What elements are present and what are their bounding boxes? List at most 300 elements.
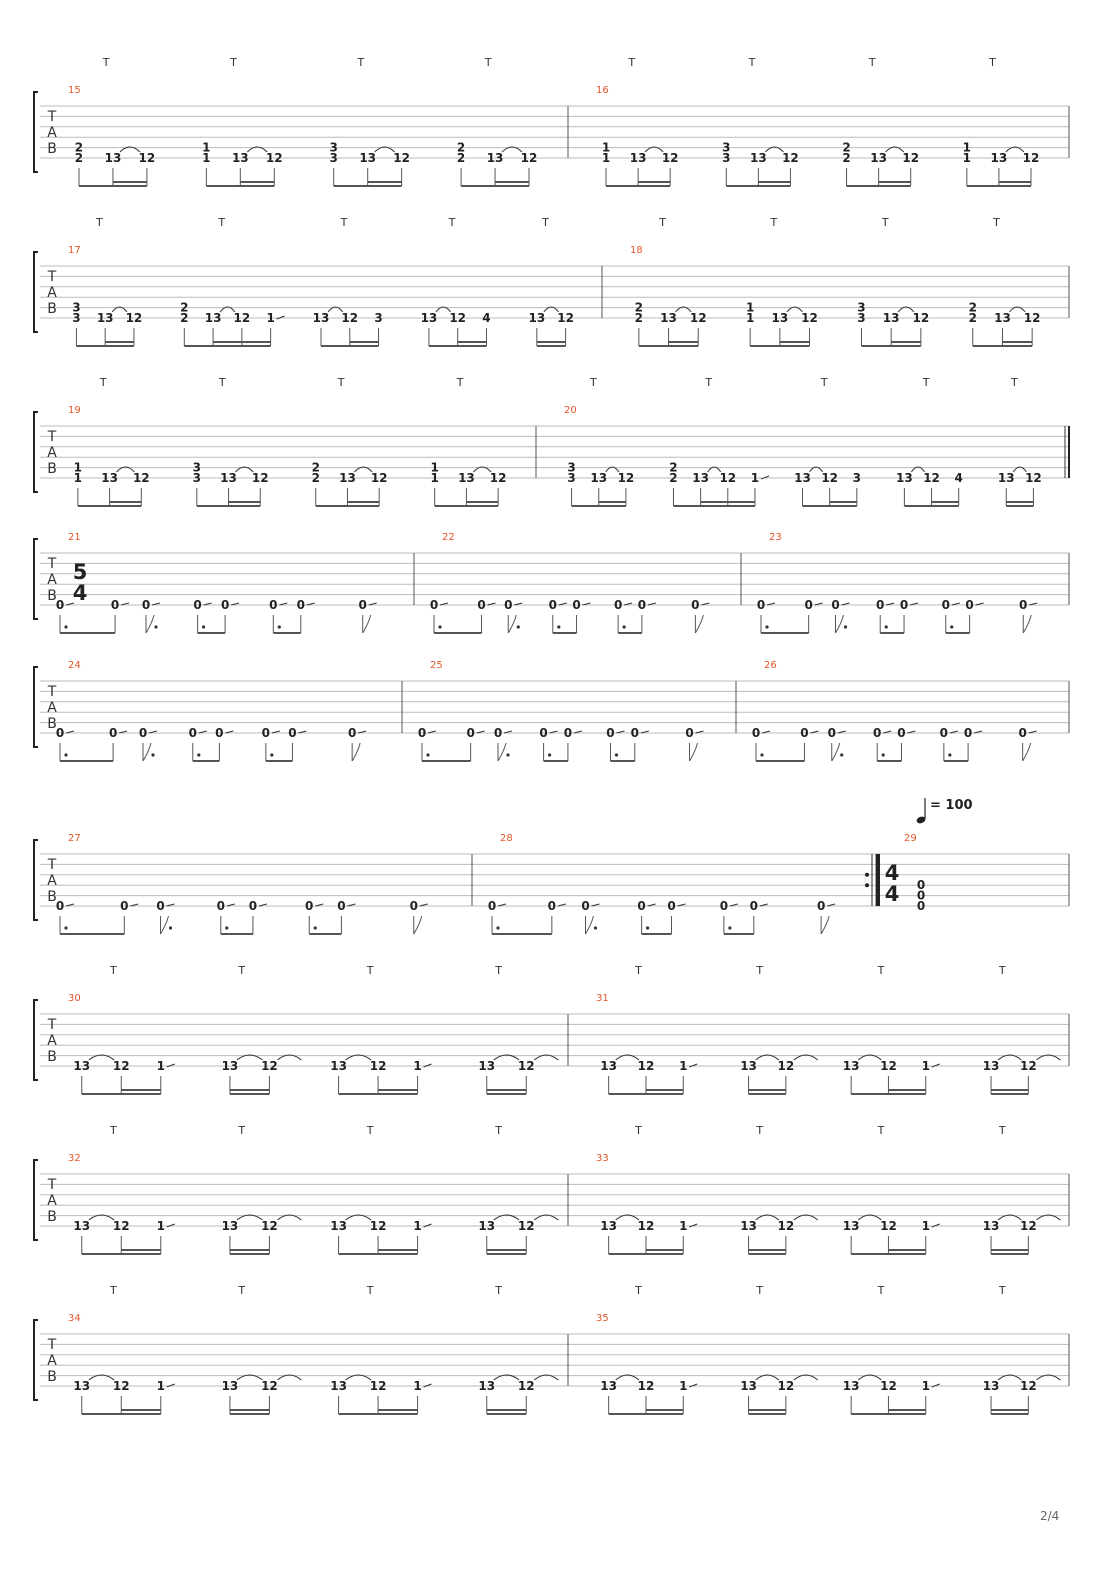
tap-marker: T	[635, 1284, 642, 1297]
fret-number: 1	[601, 151, 611, 165]
beam-group	[478, 1055, 558, 1094]
page-number: 2/4	[1040, 1509, 1060, 1523]
fret-number: 12	[112, 1059, 130, 1073]
tab-clef-letter: T	[47, 1017, 57, 1033]
dot	[594, 926, 597, 929]
beam-group	[222, 1215, 302, 1254]
system-bracket	[34, 252, 38, 332]
measure-number: 16	[596, 85, 609, 96]
dot	[948, 753, 951, 756]
time-signature-top: 5	[72, 560, 88, 584]
flag	[1023, 743, 1031, 761]
fret-number: 12	[912, 311, 930, 325]
fret-number: 12	[1023, 311, 1041, 325]
tap-marker: T	[877, 1284, 885, 1297]
fret-number: 1	[156, 1059, 165, 1073]
tap-marker: T	[238, 964, 246, 977]
dot	[314, 926, 317, 929]
tab-clef-letter: A	[47, 445, 57, 461]
fret-number: 12	[777, 1219, 795, 1233]
fret-number: 0	[831, 598, 840, 612]
tap-marker: T	[366, 1124, 374, 1137]
fret-number: 0	[916, 888, 926, 903]
fret-number: 12	[902, 151, 920, 165]
tab-clef-letter: B	[47, 588, 57, 604]
fret-number: 3	[374, 311, 383, 325]
tap-marker: T	[542, 216, 549, 229]
fret-number: 13	[73, 1379, 91, 1393]
dot	[765, 625, 768, 628]
fret-number: 12	[777, 1059, 795, 1073]
fret-number: 13	[590, 471, 608, 485]
fret-number: 13	[990, 151, 1008, 165]
fret-number: 4	[954, 471, 963, 485]
fret-number: 0	[539, 726, 548, 740]
system-bracket	[34, 539, 38, 619]
beam-group	[330, 1215, 431, 1254]
tap-marker: T	[484, 56, 492, 69]
time-signature-bottom: 4	[72, 581, 88, 605]
fret-number: 0	[409, 899, 418, 913]
tap-marker: T	[998, 1124, 1006, 1137]
fret-number: 0	[358, 598, 367, 612]
fret-number: 1	[921, 1059, 930, 1073]
dot	[885, 625, 888, 628]
fret-number: 12	[1019, 1379, 1037, 1393]
fret-number: 4	[482, 311, 491, 325]
fret-number: 13	[204, 311, 222, 325]
fret-number: 12	[233, 311, 251, 325]
tap-marker: T	[218, 376, 226, 389]
fret-number: 13	[339, 471, 356, 485]
fret-number: 13	[486, 151, 504, 165]
tap-marker: T	[230, 56, 237, 69]
dot	[623, 625, 626, 628]
fret-number: 1	[430, 460, 439, 475]
fret-number: 0	[288, 726, 297, 740]
fret-number: 13	[73, 1219, 91, 1233]
fret-number: 0	[110, 598, 120, 612]
fret-number: 2	[180, 311, 189, 325]
fret-number: 3	[329, 151, 338, 165]
tap-marker: T	[109, 1284, 117, 1297]
fret-number: 0	[899, 598, 909, 612]
fret-number: 2	[180, 300, 189, 315]
tap-marker: T	[998, 1284, 1006, 1297]
fret-number: 12	[923, 471, 940, 485]
tap-marker: T	[99, 376, 107, 389]
system-bracket	[34, 1000, 38, 1080]
fret-number: 13	[221, 1059, 239, 1073]
dot	[225, 926, 228, 929]
tap-marker: T	[456, 376, 464, 389]
flag	[586, 916, 594, 934]
dot	[169, 926, 172, 929]
tap-marker: T	[820, 376, 828, 389]
fret-number: 1	[413, 1219, 422, 1233]
fret-number: 13	[982, 1059, 1000, 1073]
dot	[64, 625, 67, 628]
fret-number: 13	[101, 471, 118, 485]
tab-clef-letter: B	[47, 141, 57, 157]
fret-number: 3	[857, 300, 866, 315]
tap-marker: T	[756, 964, 764, 977]
tab-clef-letter: A	[47, 1033, 57, 1049]
fret-number: 0	[417, 726, 427, 740]
tab-clef-letter: B	[47, 301, 57, 317]
beam-group	[528, 307, 573, 346]
fret-number: 13	[220, 471, 237, 485]
tap-marker: T	[922, 376, 930, 389]
fret-number: 0	[827, 726, 836, 740]
measure-number: 17	[68, 245, 81, 256]
fret-number: 13	[600, 1219, 618, 1233]
tab-clef-letter: B	[47, 1369, 57, 1385]
fret-number: 3	[329, 140, 338, 155]
fret-number: 1	[202, 140, 211, 155]
fret-number: 13	[997, 471, 1015, 485]
fret-number: 0	[220, 598, 230, 612]
fret-number: 0	[493, 726, 503, 740]
fret-number: 13	[478, 1379, 496, 1393]
fret-number: 13	[330, 1059, 347, 1073]
fret-number: 1	[745, 311, 755, 325]
fret-number: 12	[261, 1379, 278, 1393]
fret-number: 0	[296, 598, 305, 612]
fret-number: 0	[873, 726, 882, 740]
fret-number: 1	[202, 151, 211, 165]
flag	[690, 743, 698, 761]
fret-number: 0	[691, 598, 700, 612]
fret-number: 0	[504, 598, 513, 612]
fret-number: 0	[876, 598, 885, 612]
dot	[840, 753, 843, 756]
fret-number: 0	[613, 598, 623, 612]
fret-number: 12	[369, 1379, 387, 1393]
fret-number: 3	[567, 460, 576, 475]
beam-group	[478, 1375, 558, 1414]
fret-number: 0	[120, 899, 129, 913]
beam-group	[983, 1055, 1061, 1094]
fret-number: 1	[679, 1059, 688, 1073]
tap-marker: T	[238, 1124, 246, 1137]
fret-number: 3	[852, 471, 862, 485]
fret-number: 0	[916, 878, 926, 893]
flag	[508, 615, 516, 633]
fret-number: 13	[73, 1059, 91, 1073]
fret-number: 1	[962, 140, 972, 155]
dot	[64, 926, 67, 929]
fret-number: 12	[1022, 151, 1040, 165]
fret-number: 0	[347, 726, 357, 740]
fret-number: 0	[248, 899, 258, 913]
fret-number: 12	[637, 1059, 655, 1073]
fret-number: 1	[413, 1059, 422, 1073]
repeat-barline-thick	[876, 854, 880, 906]
fret-number: 3	[192, 460, 201, 475]
tap-marker: T	[1011, 376, 1018, 389]
time-signature-5-4	[73, 560, 88, 605]
fret-number: 0	[429, 598, 439, 612]
beam-group	[73, 1375, 174, 1414]
fret-number: 12	[517, 1219, 535, 1233]
beam-group	[330, 1055, 431, 1094]
fret-number: 0	[756, 598, 766, 612]
fret-number: 0	[261, 726, 271, 740]
fret-number: 0	[800, 726, 809, 740]
staff-system	[34, 216, 1069, 346]
fret-number: 0	[941, 598, 950, 612]
fret-number: 1	[679, 1379, 688, 1393]
fret-number: 2	[74, 151, 84, 165]
staff-system	[34, 964, 1069, 1094]
fret-number: 3	[722, 151, 731, 165]
time-signature-bottom: 4	[884, 882, 900, 906]
flag	[821, 916, 829, 934]
fret-number: 3	[72, 300, 81, 315]
tab-clef-letter: T	[47, 556, 57, 572]
tap-marker: T	[868, 56, 876, 69]
fret-number: 12	[777, 1379, 795, 1393]
tap-marker: T	[589, 376, 597, 389]
fret-number: 1	[73, 471, 83, 485]
tab-clef-letter: T	[47, 429, 57, 445]
fret-number: 13	[104, 151, 122, 165]
fret-number: 0	[216, 899, 225, 913]
fret-number: 12	[637, 1219, 655, 1233]
measure-number: 27	[68, 833, 81, 844]
measure-number: 23	[769, 532, 782, 543]
flag	[363, 615, 371, 633]
fret-number: 12	[370, 471, 388, 485]
tap-marker: T	[998, 964, 1006, 977]
fret-number: 0	[572, 598, 581, 612]
fret-number: 12	[1019, 1059, 1037, 1073]
tap-marker: T	[989, 56, 996, 69]
flag	[146, 615, 154, 633]
fret-number: 0	[337, 899, 346, 913]
dot	[64, 753, 67, 756]
beam-group	[740, 1215, 818, 1254]
tab-clef-letter: B	[47, 716, 57, 732]
fret-number: 13	[221, 1379, 239, 1393]
dot	[548, 753, 551, 756]
fret-number: 13	[629, 151, 647, 165]
measure-number: 34	[68, 1313, 81, 1324]
fret-number: 13	[312, 311, 330, 325]
fret-number: 13	[478, 1219, 496, 1233]
fret-number: 2	[456, 151, 466, 165]
beam-group	[73, 1215, 174, 1254]
beam-group	[600, 1215, 697, 1254]
beam-group	[478, 1215, 558, 1254]
tab-clef-letter: A	[47, 1353, 57, 1369]
fret-number: 0	[916, 899, 926, 913]
fret-number: 0	[548, 598, 557, 612]
flag	[1023, 615, 1031, 633]
fret-number: 13	[771, 311, 789, 325]
fret-number: 12	[369, 1219, 387, 1233]
fret-number: 0	[685, 726, 694, 740]
fret-number: 12	[661, 151, 679, 165]
dot	[438, 625, 441, 628]
dot	[557, 625, 560, 628]
fret-number: 13	[870, 151, 887, 165]
fret-number: 1	[921, 1219, 930, 1233]
tap-marker: T	[357, 56, 365, 69]
fret-number: 12	[132, 471, 150, 485]
fret-number: 13	[740, 1059, 757, 1073]
fret-number: 13	[740, 1379, 757, 1393]
tab-clef-letter: T	[47, 1337, 57, 1353]
tap-marker: T	[635, 1124, 642, 1137]
fret-number: 0	[816, 899, 826, 913]
tab-clef-letter: A	[47, 285, 57, 301]
system-bracket	[34, 1160, 38, 1240]
fret-number: 13	[882, 311, 900, 325]
tap-marker: T	[96, 216, 103, 229]
dot	[426, 753, 429, 756]
staff-system	[34, 376, 1069, 506]
beam-group	[896, 467, 963, 506]
fret-number: 12	[557, 311, 574, 325]
measure-number: 35	[596, 1313, 609, 1324]
tap-marker: T	[366, 1284, 374, 1297]
fret-number: 13	[842, 1379, 860, 1393]
fret-number: 13	[458, 471, 475, 485]
fret-number: 13	[842, 1059, 860, 1073]
system-bracket	[34, 667, 38, 747]
fret-number: 13	[600, 1059, 618, 1073]
tab-clef-letter: T	[47, 269, 57, 285]
tab-clef-letter: A	[47, 873, 57, 889]
fret-number: 0	[156, 899, 165, 913]
dot	[517, 625, 520, 628]
tap-marker: T	[340, 216, 348, 229]
fret-number: 12	[821, 471, 839, 485]
fret-number: 12	[801, 311, 818, 325]
tab-clef-letter: T	[47, 857, 57, 873]
fret-number: 0	[1018, 726, 1027, 740]
tap-marker: T	[448, 216, 456, 229]
tab-clef-letter: A	[47, 700, 57, 716]
beam-group	[600, 1055, 697, 1094]
fret-number: 0	[965, 598, 974, 612]
beam-group	[222, 1375, 302, 1414]
measure-number: 21	[68, 532, 81, 543]
staff-system	[34, 1124, 1069, 1254]
fret-number: 0	[563, 726, 573, 740]
fret-number: 13	[221, 1219, 239, 1233]
dot	[197, 753, 200, 756]
fret-number: 0	[630, 726, 639, 740]
staff-system	[34, 532, 1069, 633]
fret-number: 0	[188, 726, 197, 740]
fret-number: 2	[669, 460, 678, 475]
dot	[882, 753, 885, 756]
tab-clef-letter: B	[47, 889, 57, 905]
fret-number: 13	[740, 1219, 757, 1233]
dot	[506, 753, 509, 756]
fret-number: 13	[330, 1379, 347, 1393]
fret-number: 1	[750, 471, 760, 485]
fret-number: 12	[880, 1379, 897, 1393]
fret-number: 12	[637, 1379, 655, 1393]
flag	[832, 743, 840, 761]
system-bracket	[34, 840, 38, 920]
dot	[270, 753, 273, 756]
measure-number: 22	[442, 532, 455, 543]
fret-number: 0	[138, 726, 148, 740]
fret-number: 1	[156, 1379, 165, 1393]
tap-marker: T	[993, 216, 1000, 229]
dot	[728, 926, 731, 929]
tap-marker: T	[495, 964, 502, 977]
tab-clef-letter: B	[47, 461, 57, 477]
tab-clef-letter: T	[47, 109, 57, 125]
dot	[151, 753, 154, 756]
measure-number: 28	[500, 833, 513, 844]
fret-number: 1	[962, 151, 972, 165]
fret-number: 12	[393, 151, 411, 165]
fret-number: 0	[55, 598, 65, 612]
fret-number: 0	[667, 899, 676, 913]
beam-group	[843, 1375, 940, 1414]
staff-system	[34, 660, 1069, 761]
fret-number: 13	[994, 311, 1011, 325]
fret-number: 13	[96, 311, 114, 325]
fret-number: 0	[55, 726, 65, 740]
fret-number: 2	[842, 151, 851, 165]
tap-marker: T	[877, 964, 885, 977]
system-bracket	[34, 1320, 38, 1400]
dot	[760, 753, 763, 756]
fret-number: 0	[897, 726, 906, 740]
beam-group	[222, 1055, 302, 1094]
tap-marker: T	[102, 56, 110, 69]
measure-number: 29	[904, 833, 917, 844]
fret-number: 0	[637, 598, 647, 612]
tab-clef-letter: B	[47, 1049, 57, 1065]
flag	[695, 615, 703, 633]
fret-number: 12	[138, 151, 156, 165]
tab-clef-letter: T	[47, 1177, 57, 1193]
fret-number: 0	[269, 598, 278, 612]
fret-number: 13	[600, 1379, 618, 1393]
tap-marker: T	[705, 376, 713, 389]
fret-number: 0	[751, 726, 761, 740]
beam-group	[740, 1375, 818, 1414]
tab-clef-letter: B	[47, 1209, 57, 1225]
fret-number: 0	[637, 899, 646, 913]
fret-number: 13	[896, 471, 913, 485]
fret-number: 12	[880, 1219, 897, 1233]
fret-number: 12	[112, 1219, 130, 1233]
measure-number: 15	[68, 85, 81, 96]
fret-number: 3	[567, 471, 576, 485]
fret-number: 2	[311, 460, 320, 475]
tap-marker: T	[635, 964, 642, 977]
fret-number: 12	[125, 311, 143, 325]
fret-number: 2	[669, 471, 678, 485]
flag	[161, 916, 169, 934]
fret-number: 13	[528, 311, 546, 325]
flag	[498, 743, 506, 761]
fret-number: 12	[251, 471, 269, 485]
dot	[202, 625, 205, 628]
tap-marker: T	[628, 56, 636, 69]
beam-group	[73, 1055, 174, 1094]
